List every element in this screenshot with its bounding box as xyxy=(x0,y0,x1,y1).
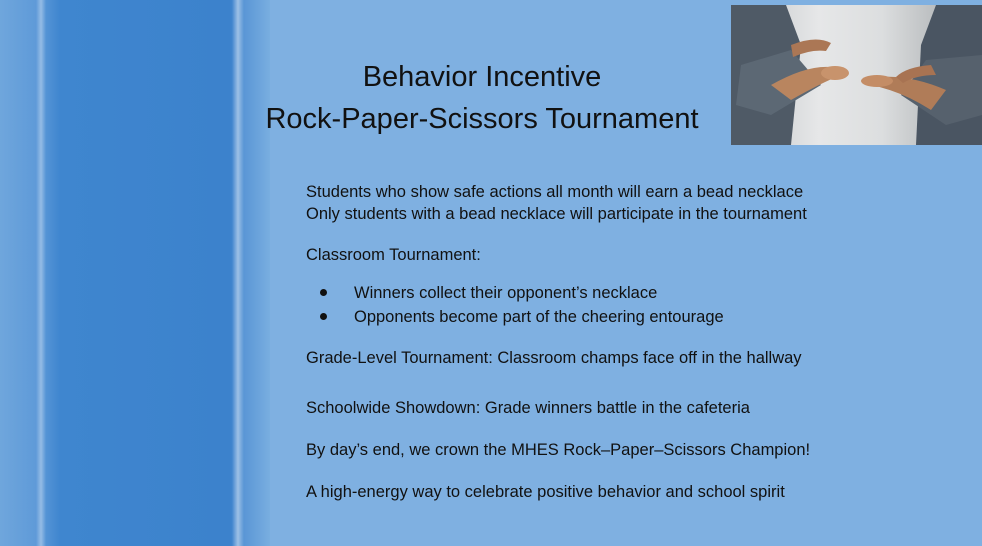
snowflake-icon xyxy=(167,347,257,439)
snowflake-icon xyxy=(168,473,242,546)
snowflake-icon xyxy=(141,137,203,199)
snowflake-icon xyxy=(61,3,135,78)
snowflake-icon xyxy=(71,318,139,387)
snowflake-icon xyxy=(30,91,106,168)
intro-line-1: Students who show safe actions all month will earn a bead necklace xyxy=(306,183,804,201)
page-title xyxy=(232,56,732,140)
bullet-item: Winners collect their opponent’s necklace xyxy=(354,284,658,302)
champion-text: By day’s end, we crown the MHES Rock–Paper–Scissors Champion! xyxy=(306,441,811,459)
snowflake-icon xyxy=(70,190,190,310)
intro-line-2: Only students with a bead necklace will participate in the tournament xyxy=(306,205,807,223)
bullet-dot xyxy=(320,289,327,296)
snowflake-icon xyxy=(192,199,280,287)
bullet-item: Opponents become part of the cheering entourage xyxy=(354,308,724,326)
schoolwide-text: Schoolwide Showdown: Grade winners battle in the cafeteria xyxy=(306,399,750,417)
title-line-2: Rock-Paper-Scissors Tournament xyxy=(265,103,699,135)
bullet-dot xyxy=(320,313,327,320)
hands-playing-rock-paper-scissors-photo xyxy=(731,5,982,145)
title-line-1: Behavior Incentive xyxy=(362,61,602,93)
snowflake-icon xyxy=(31,418,149,537)
classroom-heading: Classroom Tournament: xyxy=(306,246,481,264)
grade-level-text: Grade-Level Tournament: Classroom champs face off in the hallway xyxy=(306,349,802,367)
closing-text: A high-energy way to celebrate positive behavior and school spirit xyxy=(306,483,785,501)
snowflake-icon xyxy=(1,232,87,319)
